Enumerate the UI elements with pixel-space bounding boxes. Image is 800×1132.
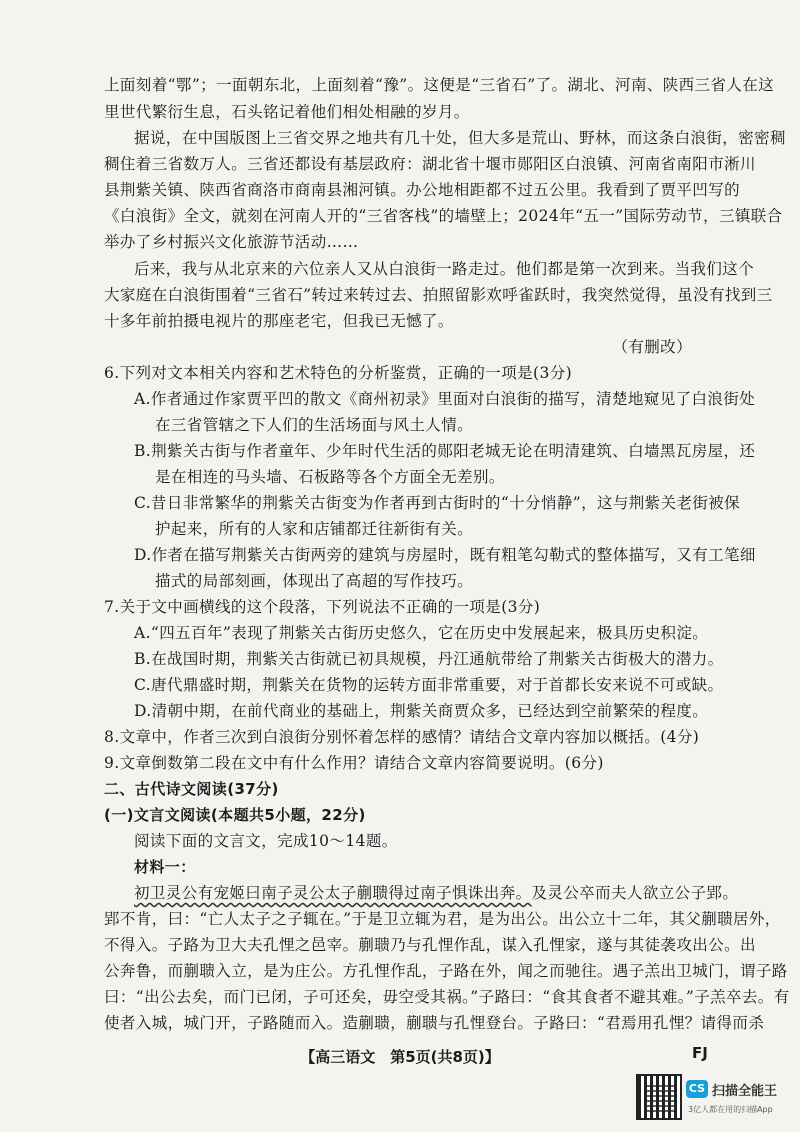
qr-code-icon: [636, 1074, 682, 1120]
classical-text-line: 郢不肯，曰：“亡人太子之子辄在。”于是卫立辄为君，是为出公。出公立十二年，其父蒯聩居外，: [104, 910, 781, 928]
passage-line: 后来，我与从北京来的六位亲人又从白浪街一路走过。他们都是第一次到来。当我们这个: [134, 260, 755, 278]
question-6-option-c-cont: 护起来，所有的人家和店铺都迁往新街有关。: [155, 520, 474, 538]
passage-line: 《白浪街》全文，就刻在河南人开的“三省客栈”的墙壁上；2024年“五一”国际劳动节，三镇联合: [104, 207, 783, 225]
material-label: 材料一：: [134, 858, 196, 876]
question-6-option-c: C.昔日非常繁华的荆紫关古街变为作者再到古街时的“十分悄静”，这与荆紫关老街被保: [134, 494, 741, 512]
question-7-option-a: A.“四五百年”表现了荆紫关古街历史悠久，它在历史中发展起来，极具历史积淀。: [134, 624, 709, 642]
passage-line: 大家庭在白浪街围着“三省石”转过来转过去、拍照留影欢呼雀跃时，我突然觉得，虽没有找到三: [104, 286, 773, 304]
camscanner-logo: CS: [686, 1080, 708, 1098]
watermark-subtitle: 3亿人都在用的扫描App: [688, 1105, 773, 1114]
question-6-option-a-cont: 在三省管辖之下人们的生活场面与风土人情。: [155, 416, 474, 434]
wavy-underlined-sentence: 初卫灵公有宠姬曰南子灵公太子蒯聩得过南子惧诛出奔。: [134, 884, 532, 902]
question-6-stem: 6.下列对文本相关内容和艺术特色的分析鉴赏，正确的一项是(3分): [104, 364, 573, 382]
classical-text-fragment: 及灵公卒而夫人欲立公子郢。: [531, 884, 739, 902]
subsection-title: (一)文言文阅读(本题共5小题，22分): [104, 806, 366, 824]
section-title: 二、古代诗文阅读(37分): [104, 780, 279, 798]
question-6-option-d: D.作者在描写荆紫关古街两旁的建筑与房屋时，既有粗笔勾勒式的整体描写，又有工笔细: [134, 546, 756, 564]
question-8: 8.文章中，作者三次到白浪街分别怀着怎样的感情？请结合文章内容加以概括。(4分): [104, 728, 700, 746]
classical-text-line: [134, 886, 738, 902]
classical-text-line: 曰：“出公去矣，而门已闭，子可还矣，毋空受其祸。”子路曰：“食其食者不避其难。”子羔卒去。有: [104, 988, 790, 1006]
question-6-option-a: A.作者通过作家贾平凹的散文《商州初录》里面对白浪街的描写，清楚地窥见了白浪街处: [134, 390, 756, 408]
question-7-stem: 7.关于文中画横线的这个段落，下列说法不正确的一项是(3分): [104, 598, 541, 616]
classical-text-line: 公奔鲁，而蒯聩入立，是为庄公。方孔悝作乱，子路在外，闻之而驰往。遇子羔出卫城门，谓子路: [104, 962, 788, 980]
passage-line: 县荆紫关镇、陕西省商洛市商南县湘河镇。办公地相距都不过五公里。我看到了贾平凹写的: [104, 181, 741, 199]
question-6-option-b-cont: 是在相连的马头墙、石板路等各个方面全无差别。: [155, 468, 505, 486]
question-7-option-d: D.清朝中期，在前代商业的基础上，荆紫关商贾众多，已经达到空前繁荣的程度。: [134, 702, 709, 720]
classical-text-line: 使者入城，城门开，子路随而入。造蒯聩，蒯聩与孔悝登台。子路曰：“君焉用孔悝？请得而杀: [104, 1014, 765, 1032]
passage-line: 稠住着三省数万人。三省还都设有基层政府：湖北省十堰市郧阳区白浪镇、河南省南阳市淅川: [104, 155, 756, 173]
question-6-option-d-cont: 描式的局部刻画，体现出了高超的写作技巧。: [155, 572, 474, 590]
revision-note: （有删改）: [612, 338, 692, 356]
question-7-option-b: B.在战国时期，荆紫关古街就已初具规模，丹江通航带给了荆紫关古街极大的潜力。: [134, 650, 724, 668]
passage-line: 里世代繁衍生息，石头铭记着他们相处相融的岁月。: [104, 103, 470, 121]
question-7-option-c: C.唐代鼎盛时期，荆紫关在货物的运转方面非常重要，对于首都长安来说不可或缺。: [134, 676, 724, 694]
paper-code: FJ: [692, 1044, 708, 1062]
passage-line: 据说，在中国版图上三省交界之地共有几十处，但大多是荒山、野林，而这条白浪街，密密稠: [134, 129, 786, 147]
reading-instruction: 阅读下面的文言文，完成10～14题。: [134, 832, 398, 850]
passage-line: 上面刻着“鄂”；一面朝东北，上面刻着“豫”。这便是“三省石”了。湖北、河南、陕西三省人在这: [104, 76, 775, 94]
passage-line: 十多年前拍摄电视片的那座老宅，但我已无憾了。: [104, 312, 454, 330]
page-footer: 【高三语文 第5页(共8页)】: [300, 1048, 500, 1066]
passage-line: 举办了乡村振兴文化旅游节活动……: [104, 233, 359, 251]
scanner-watermark: [636, 1074, 786, 1124]
watermark-title: 扫描全能王: [712, 1084, 778, 1099]
question-6-option-b: B.荆紫关古街与作者童年、少年时代生活的郧阳老城无论在明清建筑、白墙黑瓦房屋，还: [134, 442, 756, 460]
question-9: 9.文章倒数第二段在文中有什么作用？请结合文章内容简要说明。(6分): [104, 754, 604, 772]
classical-text-line: 不得入。子路为卫大夫孔悝之邑宰。蒯聩乃与孔悝作乱，谋入孔悝家，遂与其徒袭攻出公。出: [104, 936, 756, 954]
